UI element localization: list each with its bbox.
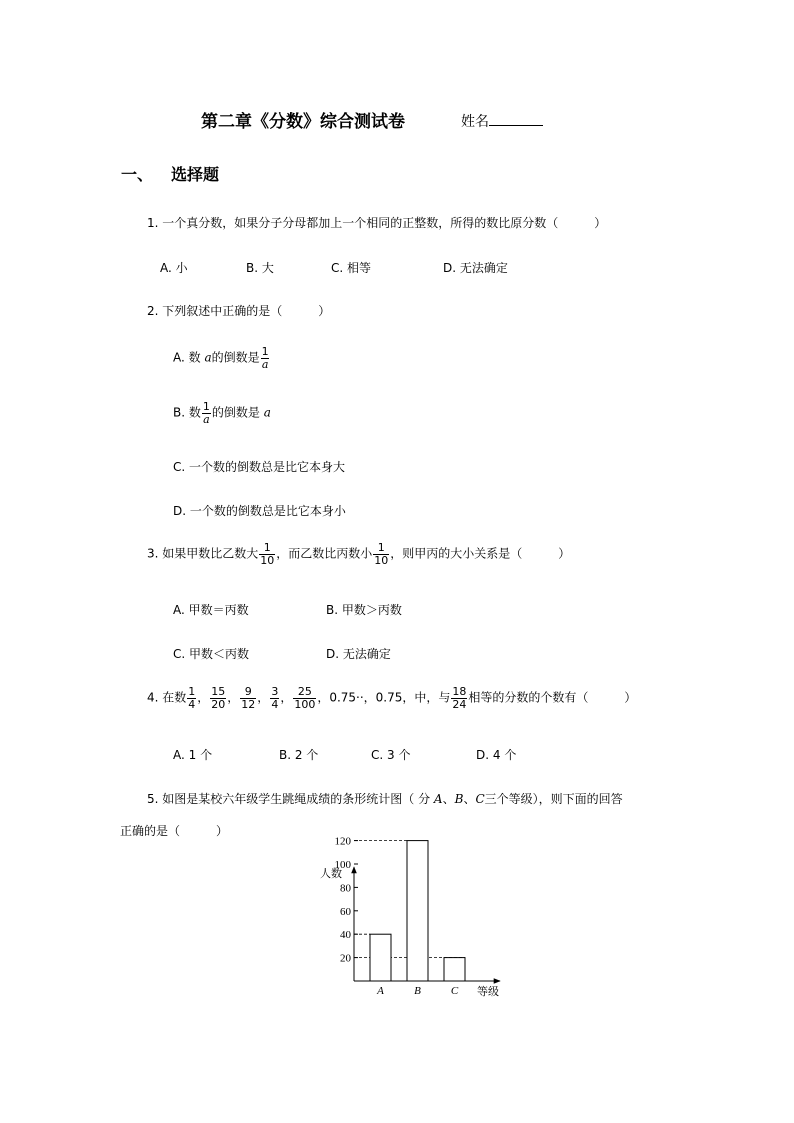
variable-a: a xyxy=(263,405,271,420)
section-number: 一、 xyxy=(121,165,154,184)
fraction-one-tenth xyxy=(373,542,389,566)
question-3-option-d[interactable]: D. 无法确定 xyxy=(326,647,391,661)
y-axis-label: 人数 xyxy=(320,868,342,880)
separator: 、 xyxy=(442,792,455,806)
question-1-option-c[interactable]: C. 相等 xyxy=(331,261,372,275)
question-2-option-b[interactable] xyxy=(173,401,271,425)
fraction-numerator: 1 xyxy=(261,345,269,358)
fraction-numerator: 1 xyxy=(188,685,196,698)
question-3-option-b[interactable]: B. 甲数＞丙数 xyxy=(326,603,402,617)
fraction-item xyxy=(293,686,316,710)
y-tick-label: 100 xyxy=(334,859,351,871)
jump-rope-bar-chart xyxy=(300,835,520,1005)
fraction-numerator: 9 xyxy=(244,685,252,698)
y-tick-label: 60 xyxy=(340,905,351,918)
name-label: 姓名 xyxy=(461,114,489,130)
fraction-denominator: 10 xyxy=(260,553,275,567)
fraction-item xyxy=(187,686,196,710)
grade-a: A xyxy=(433,792,443,806)
question-3-part-1: 3. 如果甲数比乙数大 xyxy=(147,546,259,561)
y-tick-label: 80 xyxy=(340,882,351,895)
grade-c: C xyxy=(475,792,485,806)
option-b-prefix: B. 数 xyxy=(173,405,201,420)
fraction-item xyxy=(240,686,256,710)
fraction-denominator: a xyxy=(203,412,210,426)
question-4-middle: ，0.75··，0.75，中，与 xyxy=(317,690,451,705)
fraction-denominator: 4 xyxy=(188,697,196,711)
option-a-prefix: A. 数 xyxy=(173,350,201,365)
question-2-text: 2. 下列叙述中正确的是（ ） xyxy=(147,304,331,318)
question-5-text-b: 三个等级），则下面的回答 xyxy=(484,792,623,806)
question-4-prefix: 4. 在数 xyxy=(147,690,187,705)
question-4-text xyxy=(147,686,636,710)
fraction-denominator: 12 xyxy=(241,697,256,711)
question-3-part-2: ，而乙数比丙数小 xyxy=(276,546,373,561)
question-1-option-b[interactable]: B. 大 xyxy=(246,261,274,275)
bar-b xyxy=(407,841,428,981)
fraction-denominator: 24 xyxy=(452,697,467,711)
question-4-option-b[interactable]: B. 2 个 xyxy=(279,748,319,762)
fraction-numerator: 1 xyxy=(202,400,210,413)
question-2-option-a[interactable] xyxy=(173,346,271,370)
question-4-option-a[interactable]: A. 1 个 xyxy=(173,748,213,762)
separator: 、 xyxy=(463,792,476,806)
reference-fraction xyxy=(451,686,467,710)
y-tick-label: 20 xyxy=(340,952,351,965)
option-b-middle: 的倒数是 xyxy=(211,405,260,420)
section-heading xyxy=(121,162,219,185)
fraction-numerator: 1 xyxy=(263,541,271,554)
question-5-line-2: 正确的是（ ） xyxy=(120,824,229,838)
fraction-numerator: 25 xyxy=(297,685,312,698)
separator: ， xyxy=(197,690,210,705)
question-3-part-3: ，则甲丙的大小关系是（ ） xyxy=(390,546,571,561)
fraction-1-over-a xyxy=(202,401,211,425)
name-field[interactable] xyxy=(461,111,543,131)
question-3-option-a[interactable]: A. 甲数＝丙数 xyxy=(173,603,249,617)
separator: ， xyxy=(257,690,270,705)
fraction-denominator: 20 xyxy=(211,697,226,711)
fraction-numerator: 15 xyxy=(211,685,226,698)
fraction-numerator: 1 xyxy=(377,541,385,554)
page-title: 第二章《分数》综合测试卷 xyxy=(201,112,405,132)
separator: ， xyxy=(227,690,240,705)
bar-c xyxy=(444,958,465,981)
grade-b: B xyxy=(454,792,464,806)
x-tick-label: B xyxy=(414,985,421,997)
y-tick-label: 120 xyxy=(334,835,351,848)
question-4-option-d[interactable]: D. 4 个 xyxy=(476,748,517,762)
section-title: 选择题 xyxy=(171,165,220,184)
question-3-text xyxy=(147,542,570,566)
option-a-middle: 的倒数是 xyxy=(211,350,260,365)
x-tick-label: A xyxy=(377,985,384,997)
variable-a: a xyxy=(204,350,212,365)
name-blank-line[interactable] xyxy=(489,112,543,126)
separator: ， xyxy=(280,690,293,705)
y-tick-label: 40 xyxy=(340,929,351,942)
question-1-option-d[interactable]: D. 无法确定 xyxy=(443,261,508,275)
fraction-item xyxy=(210,686,226,710)
fraction-numerator: 3 xyxy=(271,685,279,698)
question-1-option-a[interactable]: A. 小 xyxy=(160,261,188,275)
question-3-option-c[interactable]: C. 甲数＜丙数 xyxy=(173,647,250,661)
question-4-tail: 相等的分数的个数有（ ） xyxy=(468,690,637,705)
question-1-text: 1. 一个真分数，如果分子分母都加上一个相同的正整数，所得的数比原分数（ ） xyxy=(147,216,607,230)
fraction-numerator: 18 xyxy=(452,685,467,698)
question-5-line-1 xyxy=(147,790,623,807)
fraction-one-tenth xyxy=(259,542,275,566)
fraction-denominator: 100 xyxy=(294,697,316,711)
question-2-option-c[interactable]: C. 一个数的倒数总是比它本身大 xyxy=(173,460,346,474)
question-4-option-c[interactable]: C. 3 个 xyxy=(371,748,411,762)
fraction-denominator: a xyxy=(261,357,269,371)
fraction-item xyxy=(270,686,279,710)
fraction-denominator: 4 xyxy=(271,697,279,711)
fraction-1-over-a xyxy=(261,346,270,370)
question-5-text-a: 5. 如图是某校六年级学生跳绳成绩的条形统计图（ 分 xyxy=(147,792,431,806)
bar-a xyxy=(370,934,391,981)
x-tick-label: C xyxy=(450,985,459,997)
fraction-denominator: 10 xyxy=(374,553,389,567)
question-2-option-d[interactable]: D. 一个数的倒数总是比它本身小 xyxy=(173,504,346,518)
x-axis-label: 等级 xyxy=(477,986,499,998)
